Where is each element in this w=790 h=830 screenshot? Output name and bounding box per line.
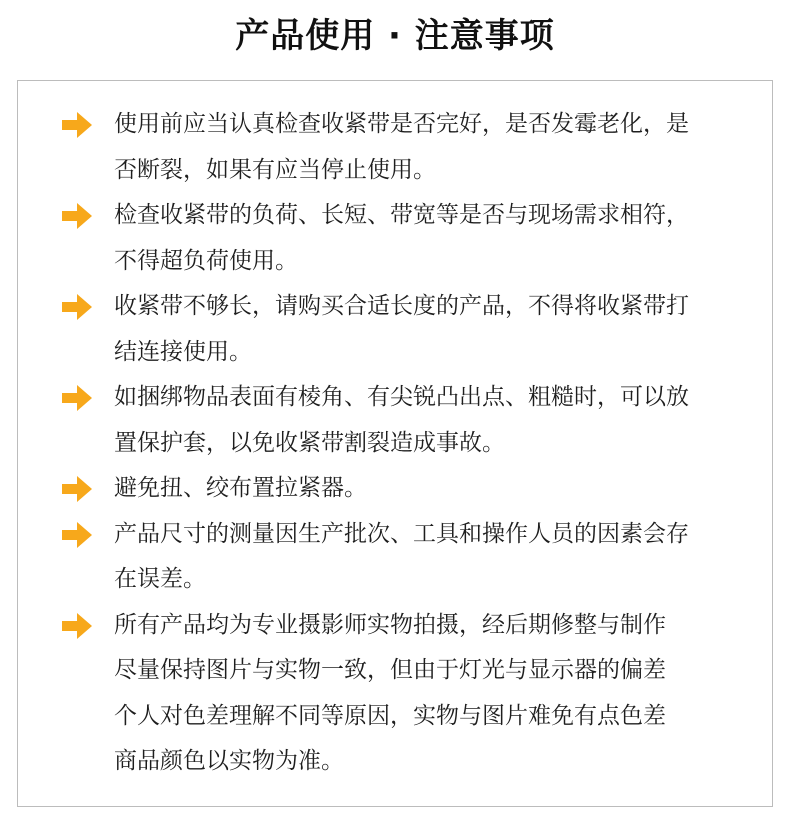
notice-item xyxy=(18,375,772,466)
notice-list xyxy=(18,102,772,785)
notice-item xyxy=(18,102,772,193)
notice-text-line: 如捆绑物品表面有棱角、有尖锐凸出点、粗糙时，可以放 xyxy=(114,384,689,410)
arrow-right-icon xyxy=(62,476,92,502)
arrow-right-icon xyxy=(62,385,92,411)
arrow-right-icon xyxy=(62,613,92,639)
notice-text-line: 收紧带不够长，请购买合适长度的产品，不得将收紧带打 xyxy=(114,293,689,319)
notice-item xyxy=(18,193,772,284)
notice-text-line: 置保护套，以免收紧带割裂造成事故。 xyxy=(114,429,505,456)
notice-text-line: 检查收紧带的负荷、长短、带宽等是否与现场需求相符， xyxy=(114,202,689,228)
notice-text-line: 使用前应当认真检查收紧带是否完好，是否发霉老化，是 xyxy=(114,111,689,137)
notice-text-line: 产品尺寸的测量因生产批次、工具和操作人员的因素会存 xyxy=(114,520,689,547)
notice-text-line: 结连接使用。 xyxy=(114,338,252,365)
notice-item xyxy=(18,284,772,375)
notice-item xyxy=(18,512,772,603)
notice-text-line: 商品颜色以实物为准。 xyxy=(114,748,344,774)
arrow-right-icon xyxy=(62,522,92,548)
notice-text-line: 不得超负荷使用。 xyxy=(114,247,298,274)
notice-text-line: 尽量保持图片与实物一致，但由于灯光与显示器的偏差 xyxy=(114,657,666,683)
notice-text-line: 否断裂，如果有应当停止使用。 xyxy=(114,156,436,183)
notice-box xyxy=(17,80,773,807)
notice-text-line: 所有产品均为专业摄影师实物拍摄，经后期修整与制作 xyxy=(114,611,666,638)
arrow-right-icon xyxy=(62,112,92,138)
notice-item xyxy=(18,603,772,785)
page-title: 产品使用 · 注意事项 xyxy=(235,16,555,56)
arrow-right-icon xyxy=(62,203,92,229)
notice-text-line: 个人对色差理解不同等原因，实物与图片难免有点色差 xyxy=(114,702,666,729)
arrow-right-icon xyxy=(62,294,92,320)
notice-text-line: 在误差。 xyxy=(114,566,206,592)
notice-text-line: 避免扭、绞布置拉紧器。 xyxy=(114,475,367,501)
notice-item xyxy=(18,466,772,512)
